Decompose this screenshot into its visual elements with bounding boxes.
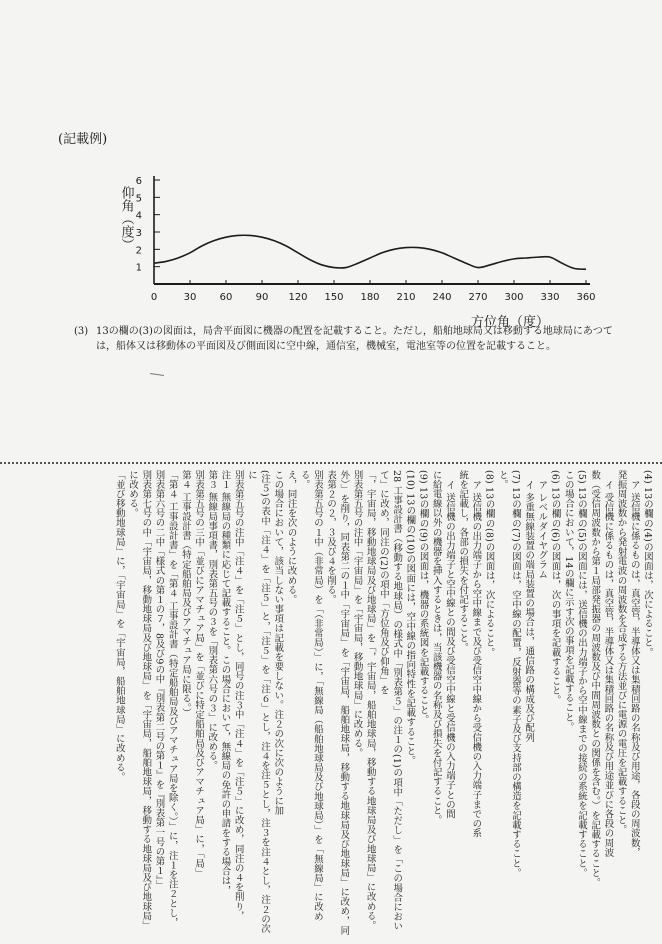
vertical-text-line: 別表第六号の二中「様式の第１の７，8及び9の中『別表第二号の第１』を『別表第一号の第１』」 [153, 470, 165, 891]
x-tick-label: 0 [150, 292, 158, 303]
vertical-text-line: (6) 13の欄の(6)の図面は，次の事項を記載すること。 [549, 470, 561, 706]
y-tick-label: 6 [135, 176, 142, 187]
example-label: (記載例) [58, 132, 108, 147]
vertical-text-line: (5) 13の欄の(5)の図面には，送信機の出力端子から空中線までの接続の系統を記載すること。 [575, 470, 587, 878]
vertical-text-line: (4) 13の欄の(4)の図面は，次によること。 [642, 470, 653, 658]
vertical-text-line: 別表第五号の１中（非常局）を「（非常局）」に，「無線局（船舶地球局及び地球局）」を「無線局」に改める。 [298, 470, 323, 922]
x-tick-label: 240 [432, 292, 452, 303]
y-tick-label: 3 [135, 228, 142, 239]
vertical-text-line: ア 送信機に係るものは，真空管，半導体又は集積回路の名称及び用途，各段の周波数， [628, 480, 640, 858]
vertical-text-line: 別表第五号の注中「注４」を「注５」とし，同号の注３中「注４」を「注５」に改め，同注の４を削り， [232, 470, 244, 921]
vertical-text-line: 外）」を削り，同表第二の１中「宇宙局」を「宇宙局，船舶地球局，移動する地球局及び地球局」に改め，同表第２の２，３及び４を削る。 [325, 470, 350, 936]
vertical-text-line: ア 送信機の出力端子から空中線まで及び受信空中線から受信機の入力端子までの系 [470, 480, 482, 839]
vertical-text-line: (8) 13の欄の(8)の図面は，次によること。 [483, 470, 495, 658]
caption-number: (3) [74, 326, 89, 337]
vertical-text-line: え，同注を次のように改める。 [285, 470, 297, 605]
x-axis-label: 方位角（度） [470, 315, 550, 330]
x-tick-label: 360 [576, 292, 596, 303]
vertical-text-line: イ 受信機に係るものは，真空管，半導体又は集積回路の名称及び用途並びに各段の周波 [602, 480, 614, 858]
elevation-chart [118, 170, 628, 330]
vertical-text-line: 数（受信周波数から第１局部発振器の周波数及び中間周波数との関係を含む。）を記載すること。 [589, 470, 601, 888]
vertical-text-line: 統を記載し，各部の損失を付記すること。 [457, 470, 469, 653]
y-tick-label: 1 [135, 262, 142, 274]
caption-line-2: は，船体又は移動体の平面図及び側面図に空中線，通信室，機械室，電池室等の位置を記載すること。 [96, 341, 556, 352]
vertical-text-line: (注５)の表中「注４」を「注５」と，「注５」を「注６」とし，注４を注５とし，注３を注４とし，注２の次に [245, 470, 271, 934]
page-divider [0, 462, 662, 464]
vertical-text-line: に給電線以外の機器を挿入するときは，当該機器の名称及び損失を付記すること。 [430, 470, 442, 825]
vertical-text-line: (9) 13の欄の(9)の図面は，機器の系統図を記載すること。 [417, 470, 429, 725]
vertical-text-page [8, 470, 654, 938]
vertical-text-line: (10) 13の欄の(10)の図面には，空中線の指向特性を記載すること。 [404, 470, 416, 766]
vertical-text-line: 発振周波数から発射電波の周波数を合成する方法並びに電源の電圧を記載すること。 [615, 470, 627, 835]
y-tick-label: 5 [135, 193, 142, 205]
vertical-text-line: 第３ 無線局事項書，別表第五号の３を「別表第六号の３」に改める。 [206, 470, 218, 771]
vertical-text-line: 「第４ 工事設計書」を「第４ 工事設計書（特定船舶局及びアマチュア局を除く。）」に，注１を注２とし， [166, 470, 178, 928]
vertical-text-line: イ 多重無線装置の端局装置の場合は，通信路の構成及び配列 [523, 480, 535, 743]
x-tick-label: 270 [468, 292, 488, 303]
vertical-text-line: イ 送信機の出力端子と空中線との間及び受信空中線と受信機の入力端子との間 [443, 480, 455, 819]
vertical-text-line: 第４ 工事設計書（特定船舶局及びアマチュア局に限る。） [179, 470, 191, 718]
vertical-text-line: 「並び移動地球局」に，「宇宙局」を「宇宙局，船舶地球局」に改める。 [113, 470, 125, 782]
caption-text-1: 13の欄の(3)の図面は，局舎平面図に機器の配置を記載すること。ただし，船舶地球局又は移動する地球局にあつて [96, 326, 613, 337]
y-tick-label: 2 [135, 245, 142, 257]
stray-mark [150, 373, 164, 376]
x-tick-label: 210 [396, 292, 416, 303]
x-tick-label: 180 [360, 292, 380, 303]
x-tick-label: 30 [183, 292, 197, 303]
x-tick-label: 300 [504, 292, 524, 303]
vertical-text-line: 注１ 無線局の種類に応じて記載すること。この場合において，無線局の免許の申請をする場合は， [219, 470, 231, 896]
x-tick-label: 150 [324, 292, 344, 303]
vertical-text-line: 別表第五号の三中「並びにアマチュア局」を「並びに特定船舶局及びアマチュア局」に，「局」 [193, 470, 205, 878]
y-tick-label: 4 [135, 210, 142, 222]
vertical-text-line: この場合において，該当しない事項は記載を要しない。注２の次に次のように加 [272, 470, 284, 816]
vertical-text-line: と。 [496, 470, 508, 490]
figure-caption [74, 324, 644, 354]
vertical-text-line: 別表第七号の中「宇宙局，移動地球局及び地球局」を「宇宙局，船舶地球局，移動する地球局及び地球局」に改める。 [127, 470, 152, 931]
vertical-text-line: 別表第五号の注中「宇宙局」を「宇宙局，移動地球局」に改める。 [351, 470, 363, 758]
vertical-text-line: 「，宇宙局，移動地球局及び地球局」を「，宇宙局，船舶地球局，移動する地球局及び地球局」に改める。 [364, 470, 376, 931]
y-axis-label: 仰角（度） [118, 186, 134, 251]
caption-line-1 [74, 324, 644, 339]
elevation-series-line [154, 235, 586, 269]
x-tick-label: 330 [540, 292, 560, 303]
vertical-text-line: ア レベルダイヤグラム [536, 480, 548, 580]
vertical-text-line: 28 工事設計書（移動する地球局）の様式中「別表第５」の注１の(1)の項中「ただし」を「この場合において」に改め，同注の(2)の項中「方位角及び仰角」を [377, 470, 403, 931]
x-tick-label: 60 [219, 292, 233, 303]
x-tick-label: 120 [288, 292, 308, 303]
x-tick-label: 90 [255, 292, 269, 303]
elevation-chart-svg [118, 170, 628, 330]
vertical-text-line: (7) 13の欄の(7)の図面は，空中線の配置，反射器等の素子及び支持部の構造を記載すること。 [509, 470, 521, 878]
vertical-text-line: この場合において，14の欄に示す次の事項を記載すること。 [562, 470, 574, 732]
